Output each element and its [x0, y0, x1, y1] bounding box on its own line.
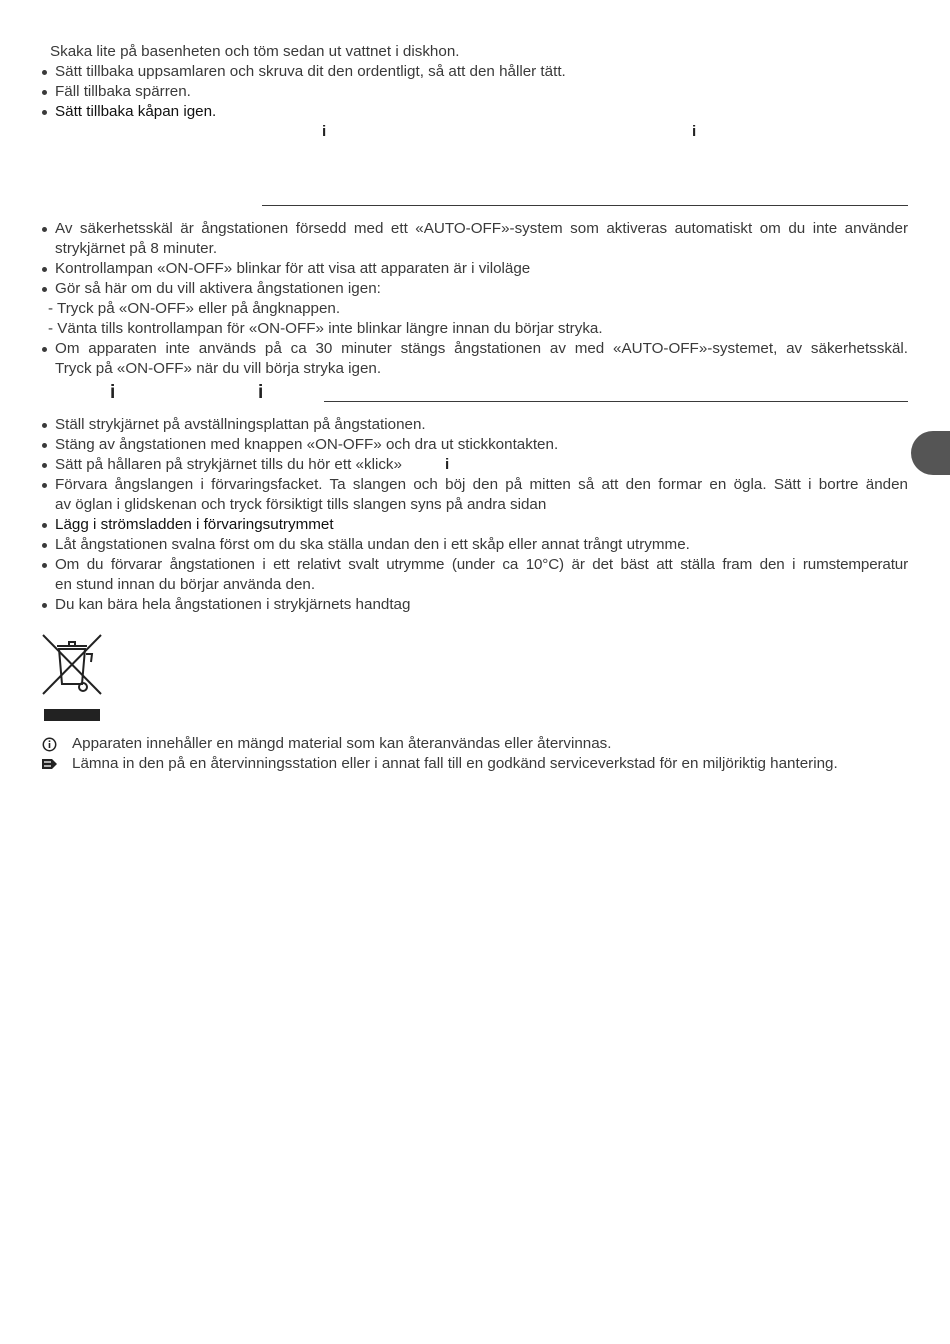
list-item: Sätt på hållaren på strykjärnet tills du hör ett «klick»	[55, 456, 402, 473]
bullet	[41, 601, 49, 609]
bullet	[41, 561, 49, 569]
page-tab-marker	[911, 431, 950, 475]
list-item-continued: strykjärnet på 8 minuter.	[55, 240, 218, 257]
intro-line: Skaka lite på basenheten och töm sedan ut vattnet i diskhon.	[50, 43, 460, 60]
list-item: Sätt tillbaka uppsamlaren och skruva dit den ordentligt, så att den håller tätt.	[55, 63, 566, 80]
list-item-continued: en stund innan du börjar använda den.	[55, 576, 316, 593]
list-item: Om apparaten inte används på ca 30 minuter stängs ångstationen av med «AUTO-OFF»-systemet, av säkerhetsskäl.	[55, 340, 908, 357]
bullet	[41, 265, 49, 273]
environment-line-2: Lämna in den på en återvinningsstation eller i annat fall till en godkänd serviceverkstad för en miljöriktig hantering.	[72, 755, 838, 772]
bullet	[41, 441, 49, 449]
bullet	[41, 225, 49, 233]
section-divider	[324, 401, 908, 402]
list-item: Gör så här om du vill aktivera ångstationen igen:	[55, 280, 381, 297]
bullet	[41, 345, 49, 353]
list-item: Av säkerhetsskäl är ångstationen försedd med ett «AUTO-OFF»-system som aktiveras automatiskt om du inte använder	[55, 220, 908, 237]
bullet	[41, 108, 49, 116]
heading-marker: i	[258, 382, 264, 403]
bullet	[41, 88, 49, 96]
list-item: Fäll tillbaka spärren.	[55, 83, 191, 100]
heading-marker: i	[322, 123, 327, 140]
list-item: Låt ångstationen svalna först om du ska ställa undan den i ett skåp eller annat trångt utrymme.	[55, 536, 690, 553]
list-item: Du kan bära hela ångstationen i strykjärnets handtag	[55, 596, 411, 613]
bullet	[41, 541, 49, 549]
heading-marker: i	[692, 123, 697, 140]
inline-marker: i	[445, 456, 450, 473]
bullet	[41, 481, 49, 489]
bullet	[41, 521, 49, 529]
sub-item: - Vänta tills kontrollampan för «ON-OFF» inte blinkar längre innan du börjar stryka.	[48, 320, 603, 337]
list-item: Lägg i strömsladden i förvaringsutrymmet	[55, 516, 334, 533]
weee-crossed-bin-icon	[40, 632, 104, 724]
section-divider	[262, 205, 908, 206]
bullet	[41, 421, 49, 429]
environment-line-1: Apparaten innehåller en mängd material som kan återanvändas eller återvinnas.	[72, 735, 612, 752]
list-item: Sätt tillbaka kåpan igen.	[55, 103, 217, 120]
list-item-continued: av öglan i glidskenan och tryck försiktigt tills slangen syns på andra sidan	[55, 496, 547, 513]
list-item: Ställ strykjärnet på avställningsplattan på ångstationen.	[55, 416, 426, 433]
sub-item: - Tryck på «ON-OFF» eller på ångknappen.	[48, 300, 341, 317]
info-circle-icon	[42, 737, 57, 752]
list-item: Förvara ångslangen i förvaringsfacket. Ta slangen och böj den på mitten så att den formar en ögla. Sätt i bortre änden	[55, 476, 908, 493]
list-item-continued: Tryck på «ON-OFF» när du vill börja stryka igen.	[55, 360, 382, 377]
list-item: Om du förvarar ångstationen i ett relativt svalt utrymme (under ca 10°C) är det bäst att ställa fram den i rumstemperatur	[55, 556, 908, 573]
bullet	[41, 285, 49, 293]
bullet	[41, 68, 49, 76]
hand-arrow-icon	[41, 757, 58, 771]
list-item: Stäng av ångstationen med knappen «ON-OFF» och dra ut stickkontakten.	[55, 436, 559, 453]
bullet	[41, 461, 49, 469]
heading-marker: i	[110, 382, 116, 403]
list-item: Kontrollampan «ON-OFF» blinkar för att visa att apparaten är i viloläge	[55, 260, 531, 277]
